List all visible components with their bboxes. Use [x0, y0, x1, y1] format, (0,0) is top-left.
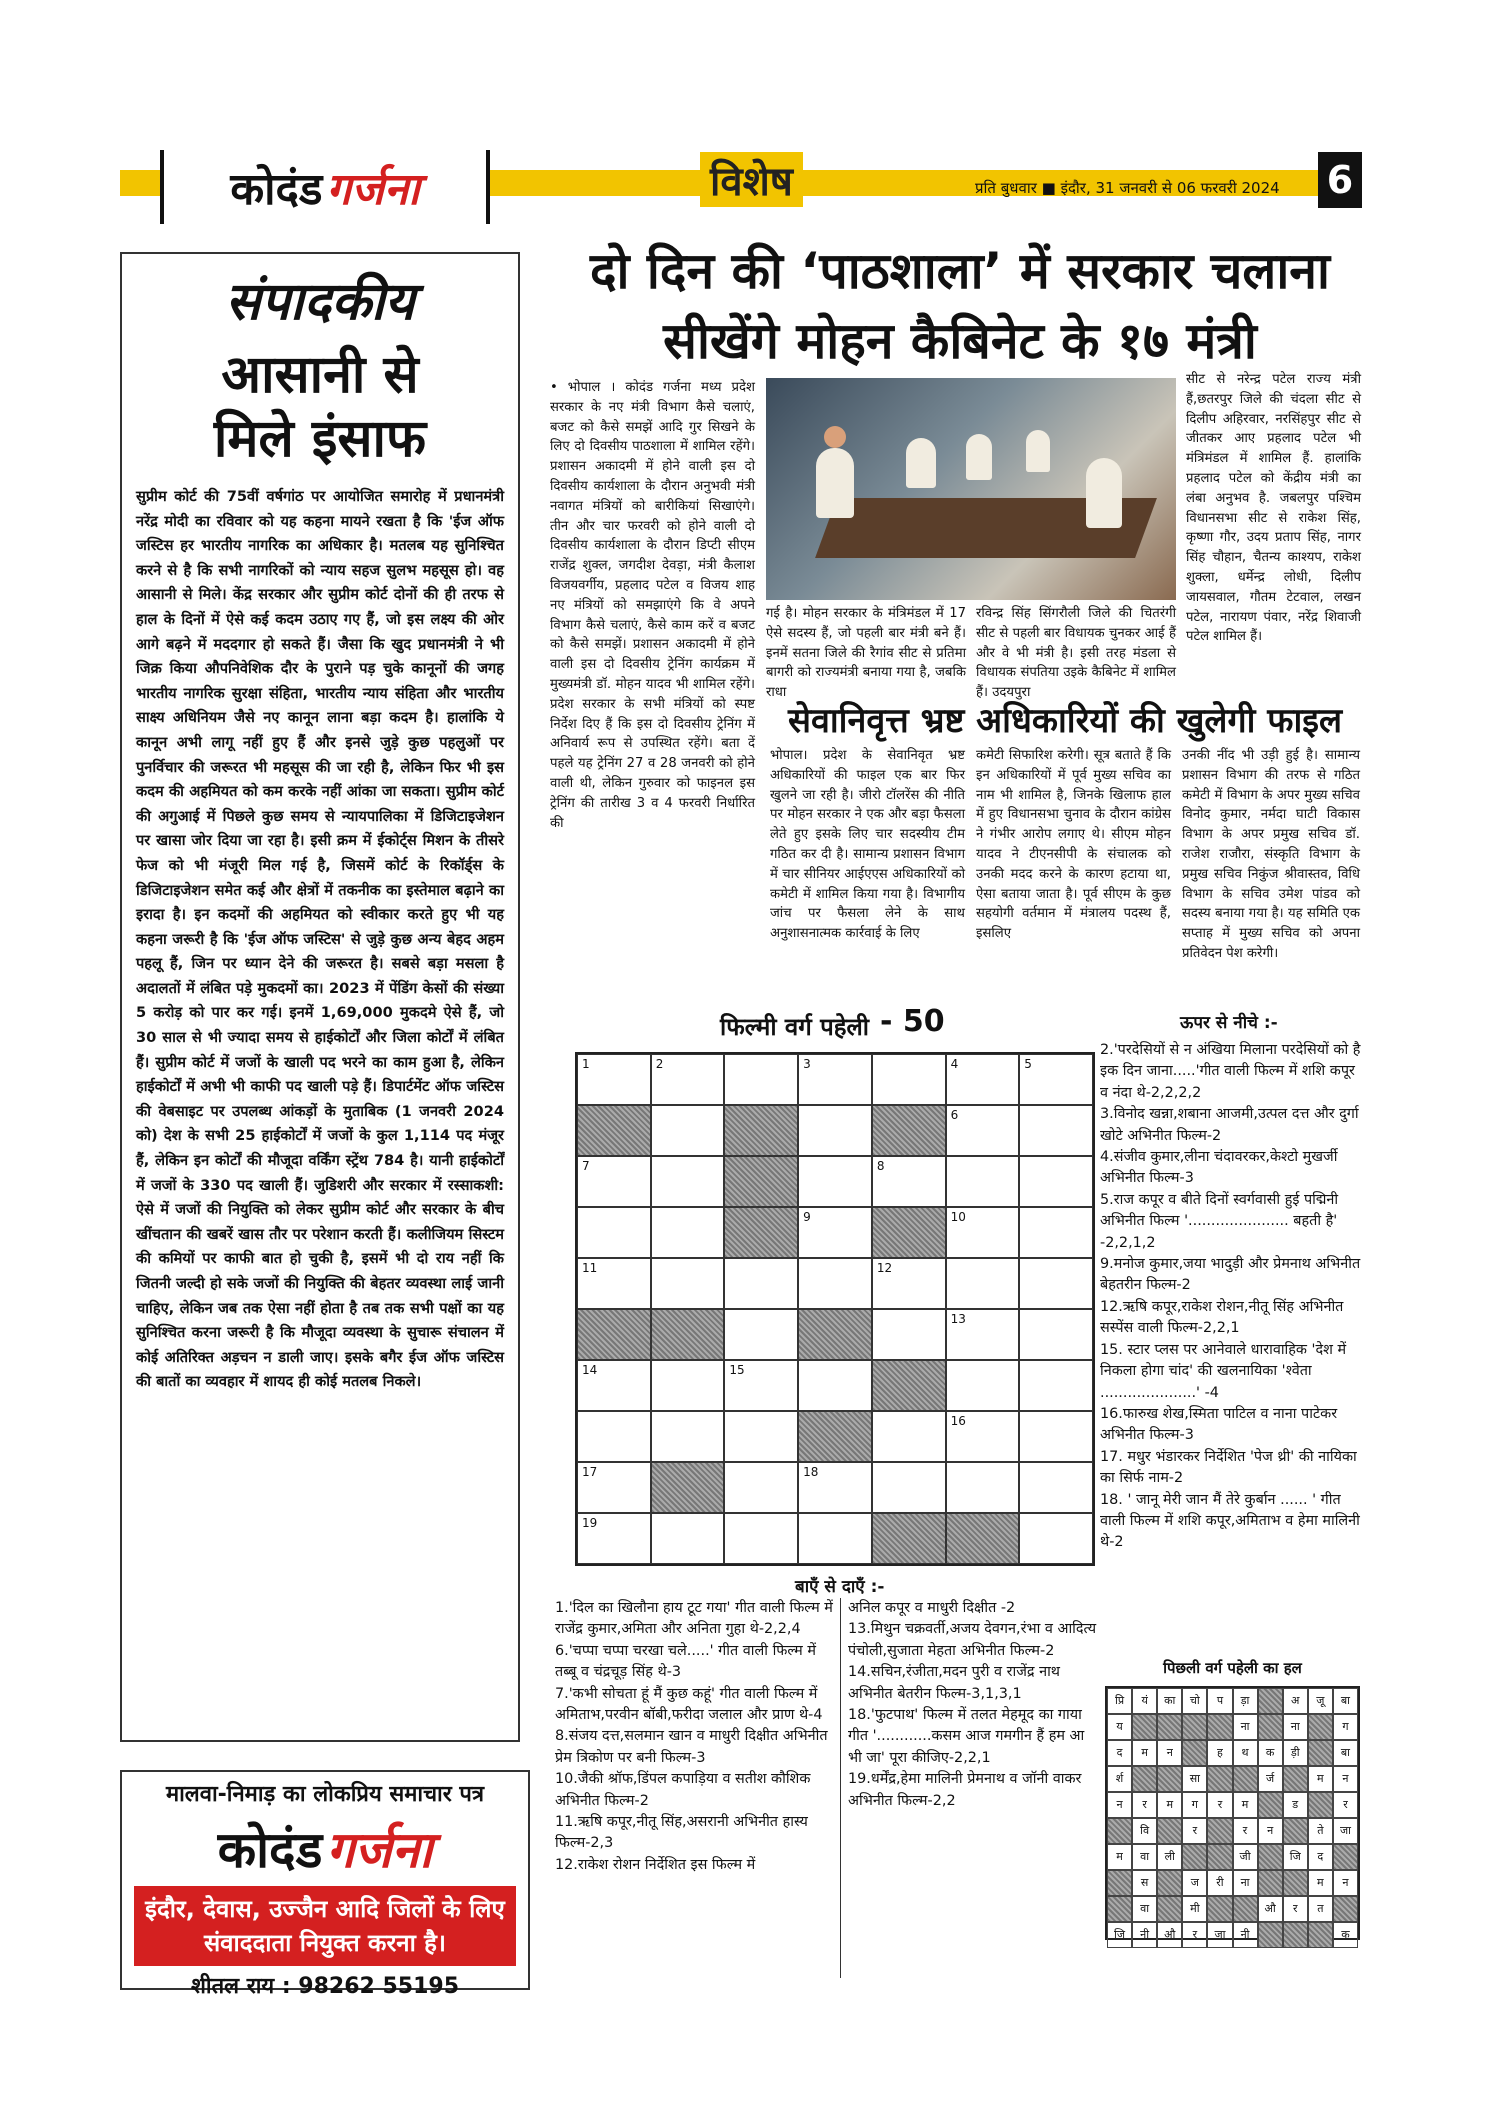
- clue-item: 12.ऋषि कपूर,राकेश रोशन,नीतू सिंह अभिनीत सस्पेंस वाली फिल्म-2,2,1: [1100, 1298, 1344, 1337]
- crossword-cell-number: 19: [582, 1516, 598, 1530]
- solution-cell: [1157, 1766, 1182, 1792]
- crossword-cell: [724, 1513, 798, 1564]
- crossword-cell: [724, 1360, 798, 1411]
- solution-cell: बा: [1333, 1740, 1358, 1766]
- article2-col3: उनकी नींद भी उड़ी हुई है। सामान्य प्रशासन विभाग की तरफ से गठित कमेटी में विभाग के अपर मुख्य सचिव विनोद कुमार, नर्मदा घाटी विकास विभाग के अपर प्रमुख सचिव डॉ. राजेश राजौरा, संस्कृति विभाग के प्रमुख सचिव निकुंज श्रीवास्तव, विधि विभाग के सचिव उमेश पांडव को सदस्य बनाया गया है। यह समिति एक सप्ताह में मुख्य सचिव को अपना प्रतिवेदन पेश करेगी।: [1182, 748, 1360, 961]
- crossword-cell-number: 18: [803, 1465, 819, 1479]
- solution-cell: म: [1107, 1844, 1132, 1870]
- clue-item: 9.मनोज कुमार,जया भादुड़ी और प्रेमनाथ अभिनीत बेहतरीन फिल्म-2: [1100, 1256, 1361, 1294]
- headline-line2: सीखेंगे मोहन कैबिनेट के १७ मंत्री: [663, 312, 1257, 370]
- solution-cell: ग: [1333, 1714, 1358, 1740]
- crossword-cell: [577, 1360, 651, 1411]
- solution-cell: न: [1333, 1870, 1358, 1896]
- solution-cell: जू: [1308, 1688, 1333, 1714]
- clue-item: 17. मधुर भंडारकर निर्देशित 'पेज थ्री' की नायिका का सिर्फ नाम-2: [1100, 1448, 1357, 1487]
- crossword-cell: [946, 1207, 1020, 1258]
- across-heading: बाएँ से दाएँ :-: [795, 1577, 885, 1597]
- crossword-number: - 50: [880, 1004, 945, 1039]
- solution-cell: र: [1182, 1818, 1207, 1844]
- crossword-cell: [1019, 1105, 1093, 1156]
- solution-cell: ना: [1283, 1714, 1308, 1740]
- solution-cell: [1258, 1870, 1283, 1896]
- solution-cell: द: [1308, 1844, 1333, 1870]
- logo-black-text: कोदंड: [230, 164, 323, 215]
- across-clues-col1: [555, 1598, 833, 1876]
- solution-cell: [1157, 1870, 1182, 1896]
- headline-line1: दो दिन की ‘पाठशाला’ में सरकार चलाना: [590, 242, 1330, 300]
- crossword-cell: [577, 1462, 651, 1513]
- crossword-cell-number: 2: [655, 1057, 664, 1071]
- crossword-cell: [946, 1054, 1020, 1105]
- crossword-cell: [798, 1258, 872, 1309]
- solution-cell: ड: [1283, 1792, 1308, 1818]
- article2-headline: सेवानिवृत्त भ्रष्ट अधिकारियों की खुलेगी फाइल: [787, 701, 1343, 741]
- crossword-title: फिल्मी वर्ग पहेली: [720, 1013, 869, 1041]
- solution-cell: [1308, 1714, 1333, 1740]
- crossword-cell: [651, 1411, 725, 1462]
- ad-message: इंदौर, देवास, उज्जैन आदि जिलों के लिए संवाददाता नियुक्त करना है।: [134, 1886, 516, 1966]
- masthead-logo: [160, 150, 490, 224]
- solution-cell: [1283, 1818, 1308, 1844]
- clue-divider: [840, 1598, 841, 1978]
- solution-cell: न: [1157, 1740, 1182, 1766]
- solution-cell: [1207, 1896, 1232, 1922]
- solution-cell: ग: [1182, 1792, 1207, 1818]
- clue-item: 10.जैकी श्रॉफ,डिंपल कपाड़िया व सतीश कौशिक अभिनीत फिल्म-2: [555, 1771, 811, 1809]
- clue-item: 7.'कभी सोचता हूं मैं कुछ कहूं' गीत वाली फिल्म में अमिताभ,परवीन बॉबी,फरीदा जलाल और प्राण थे-4: [555, 1685, 823, 1724]
- crossword-cell: [577, 1207, 651, 1258]
- solution-cell: ड़ी: [1283, 1740, 1308, 1766]
- crossword-cell: [724, 1105, 798, 1156]
- article1-col2: गई है। मोहन सरकार के मंत्रिमंडल में 17 ऐसे सदस्य हैं, जो पहली बार मंत्री बने हैं। इनमें सतना जिले की रैगांव सीट से प्रतिमा बागरी को राज्यमंत्री बनाया गया है, जबकि राधा: [766, 606, 966, 701]
- crossword-cell: [577, 1309, 651, 1360]
- crossword-cell: [1019, 1054, 1093, 1105]
- page-number: 6: [1318, 152, 1362, 208]
- crossword-cell-number: 17: [582, 1465, 598, 1479]
- crossword-cell: [724, 1258, 798, 1309]
- solution-cell: र्ज: [1258, 1766, 1283, 1792]
- editorial-title: [136, 343, 504, 471]
- solution-cell: बा: [1333, 1688, 1358, 1714]
- crossword-cell: [1019, 1207, 1093, 1258]
- crossword-cell: [1019, 1411, 1093, 1462]
- clue-item: 13.मिथुन चक्रवर्ती,अजय देवगन,रंभा व आदित्य पंचोली,सुजाता मेहता अभिनीत फिल्म-2: [848, 1621, 1097, 1659]
- main-headline: [560, 236, 1360, 376]
- crossword-cell-number: 5: [1024, 1057, 1032, 1071]
- solution-grid: [1105, 1686, 1360, 1940]
- article1-col4: सीट से नरेन्द्र पटेल राज्य मंत्री हैं,छतरपुर जिले की चंदला सीट से दिलीप अहिरवार, नरसिंहपुर सीट से जीतकर आए प्रहलाद पटेल भी मंत्रिमंडल में शामिल हैं. हालांकि प्रहलाद पटेल को केंद्रीय मंत्री का लंबा अनुभव है. जबलपुर पश्चिम विधानसभा सीट से राकेश सिंह, कृष्णा गौर, उदय प्रताप सिंह, नागर सिंह चौहान, चैतन्य काश्यप, राकेश शुक्ला, धर्मेन्द्र लोधी, दिलीप जायसवाल, गौतम टेटवाल, लखन पटेल, नारायण पंवार, नरेंद्र शिवाजी पटेल शामिल हैं।: [1186, 372, 1361, 645]
- crossword-cell: [872, 1309, 946, 1360]
- crossword-cell: [724, 1054, 798, 1105]
- photo-person: [906, 438, 936, 488]
- article2-col1: भोपाल। प्रदेश के सेवानिवृत भ्रष्ट अधिकारियों की फाइल एक बार फिर खुलने जा रही है। जीरो टॉलरेंस की नीति पर मोहन सरकार ने एक और बड़ा फैसला लेते हुए इसके लिए चार सदस्यीय टीम गठित कर दी है। सामान्य प्रशासन विभाग में चार सीनियर आईएएस अधिकारियों को कमेटी में शामिल किया गया है। विभागीय जांच पर फैसला लेने के साथ अनुशासनात्मक कार्रवाई के लिए: [770, 748, 965, 942]
- solution-cell: यं: [1132, 1688, 1157, 1714]
- solution-cell: [1308, 1792, 1333, 1818]
- cabinet-photo: [766, 378, 1176, 600]
- clue-item: 16.फारुख शेख,स्मिता पाटिल व नाना पाटेकर अभिनीत फिल्म-3: [1100, 1405, 1338, 1444]
- crossword-cell: [798, 1309, 872, 1360]
- crossword-cell: [577, 1258, 651, 1309]
- crossword-cell: [1019, 1513, 1093, 1564]
- solution-cell: [1308, 1740, 1333, 1766]
- clue-item: 5.राज कपूर व बीते दिनों स्वर्गवासी हुई पद्मिनी अभिनीत फिल्म '...................... बहती है' -2,2,1,2: [1100, 1191, 1339, 1251]
- solution-cell: [1283, 1766, 1308, 1792]
- solution-cell: नी: [1233, 1922, 1258, 1948]
- ad-logo: [122, 1814, 528, 1882]
- solution-cell: [1107, 1896, 1132, 1922]
- solution-cell: [1233, 1766, 1258, 1792]
- solution-cell: प: [1207, 1688, 1232, 1714]
- solution-cell: वा: [1132, 1844, 1157, 1870]
- section-tag: विशेष: [700, 152, 803, 207]
- solution-cell: जा: [1333, 1818, 1358, 1844]
- solution-cell: [1182, 1714, 1207, 1740]
- solution-cell: र: [1182, 1922, 1207, 1948]
- solution-cell: री: [1207, 1870, 1232, 1896]
- crossword-cell: [1019, 1462, 1093, 1513]
- crossword-cell: [798, 1054, 872, 1105]
- solution-cell: [1107, 1818, 1132, 1844]
- crossword-cell-number: 12: [876, 1261, 893, 1275]
- clue-item: 14.सचिन,रंजीता,मदन पुरी व राजेंद्र नाथ अभिनीत बेतरीन फिल्म-3,1,3,1: [848, 1664, 1060, 1702]
- article1-col3: रविन्द्र सिंह सिंगरौली जिले की चितरंगी सीट से पहली बार विधायक चुनकर आई हैं और वे भी मंत्री है। इसी तरह मंडला से विधायक संपतिया उइके कैबिनेट में शामिल हैं। उदयपुरा: [976, 606, 1176, 701]
- solution-cell: र: [1132, 1792, 1157, 1818]
- solution-cell: [1258, 1844, 1283, 1870]
- edition-info: प्रति बुधवार ■ इंदौर, 31 जनवरी से 06 फरवरी 2024: [975, 179, 1280, 197]
- crossword-cell-number: 1: [582, 1057, 590, 1071]
- solution-cell: न: [1107, 1792, 1132, 1818]
- ad-contact: शीतल राय : 98262 55195: [190, 1974, 460, 1999]
- crossword-cell: [577, 1411, 651, 1462]
- crossword-cell-number: 4: [950, 1057, 959, 1071]
- logo-red-text: गर्जना: [326, 164, 420, 215]
- editorial-title-line1: आसानी से: [221, 345, 419, 405]
- crossword-cell: [651, 1207, 725, 1258]
- crossword-cell: [651, 1258, 725, 1309]
- article2-col2: कमेटी सिफारिश करेगी। सूत्र बताते हैं कि इन अधिकारियों में पूर्व मुख्य सचिव का नाम भी शामिल है, जिनके खिलाफ हाल में हुए विधानसभा चुनाव के दौरान कांग्रेस ने गंभीर आरोप लगाए थे। सीएम मोहन यादव ने टीएनसीपी के संचालक को उनकी मदद करने के कारण हटाया था, ऐसा बताया जाता है। पूर्व सीएम के कुछ सहयोगी वर्तमान में मंत्रालय पदस्थ हैं, इसलिए: [976, 748, 1171, 942]
- solution-cell: [1107, 1870, 1132, 1896]
- clue-item: 18. ' जानू मेरी जान मैं तेरे कुर्बान ...... ' गीत वाली फिल्म में शशि कपूर,अमिताभ व हेमा मालिनी थे-2: [1100, 1491, 1360, 1551]
- clue-item: 1.'दिल का खिलौना हाय टूट गया' गीत वाली फिल्म में राजेंद्र कुमार,अमिता और अनिता गुहा थे-2,2,4: [555, 1600, 833, 1638]
- crossword-cell: [651, 1105, 725, 1156]
- crossword-cell: [798, 1360, 872, 1411]
- solution-cell: क: [1333, 1922, 1358, 1948]
- clue-item: 12.राकेश रोशन निर्देशित इस फिल्म में: [555, 1856, 756, 1873]
- solution-cell: [1283, 1922, 1308, 1948]
- solution-cell: द: [1107, 1740, 1132, 1766]
- editorial-box: [120, 252, 520, 1742]
- crossword-cell: [651, 1462, 725, 1513]
- crossword-cell: [1019, 1360, 1093, 1411]
- solution-cell: [1258, 1792, 1283, 1818]
- crossword-cell-number: 7: [582, 1159, 590, 1173]
- clue-item: 8.संजय दत्त,सलमान खान व माधुरी दिक्षीत अभिनीत प्रेम त्रिकोण पर बनी फिल्म-3: [555, 1728, 828, 1766]
- solution-cell: म: [1157, 1792, 1182, 1818]
- crossword-cell: [946, 1360, 1020, 1411]
- photo-person: [1026, 430, 1050, 472]
- crossword-cell: [577, 1156, 651, 1207]
- solution-cell: [1207, 1818, 1232, 1844]
- solution-cell: प्रि: [1107, 1688, 1132, 1714]
- crossword-cell: [651, 1513, 725, 1564]
- crossword-cell-number: 15: [729, 1363, 745, 1377]
- editorial-title-line2: मिले इंसाफ: [213, 409, 427, 469]
- crossword-cell: [872, 1105, 946, 1156]
- solution-cell: औ: [1258, 1896, 1283, 1922]
- crossword-cell: [946, 1462, 1020, 1513]
- solution-cell: [1157, 1818, 1182, 1844]
- solution-cell: ज: [1182, 1870, 1207, 1896]
- crossword-cell-number: 3: [803, 1057, 811, 1071]
- crossword-cell: [798, 1513, 872, 1564]
- crossword-cell: [946, 1258, 1020, 1309]
- solution-cell: न: [1258, 1818, 1283, 1844]
- crossword-cell: [724, 1411, 798, 1462]
- crossword-cell: [724, 1309, 798, 1360]
- solution-cell: थ: [1233, 1740, 1258, 1766]
- crossword-cell: [946, 1309, 1020, 1360]
- solution-cell: नी: [1132, 1922, 1157, 1948]
- solution-cell: जा: [1207, 1922, 1232, 1948]
- crossword-cell: [872, 1462, 946, 1513]
- solution-cell: [1283, 1870, 1308, 1896]
- editorial-label: संपादकीय: [225, 271, 415, 332]
- article1-col1: • भोपाल । कोदंड गर्जना मध्य प्रदेश सरकार के नए मंत्री विभाग कैसे चलाएं, बजट को कैसे समझें आदि गुर सिखने के लिए दो दिवसीय पाठशाला में शामिल रहेंगे। प्रशासन अकादमी में होने वाली इस दो दिवसीय कार्यशाला के दौरान अनुभवी मंत्री नवागत मंत्रियों को बारीकियां सिखाएंगे। तीन और चार फरवरी को होने वाली दो दिवसीय कार्यशाला के दौरान डिप्टी सीएम राजेंद्र शुक्ल, जगदीश देवड़ा, मंत्री कैलाश विजयवर्गीय, प्रहलाद पटेल व विजय शाह नए मंत्रियों को समझाएंगे कि वे अपने विभाग कैसे चलाएं, कैसे काम करें व बजट को कैसे समझें। प्रशासन अकादमी में होने वाली इस दो दिवसीय ट्रेनिंग कार्यक्रम में मुख्यमंत्री डॉ. मोहन यादव भी शामिल रहेंगे। प्रदेश सरकार के सभी मंत्रियों को स्पष्ट निर्देश दिए हैं कि इस दो दिवसीय ट्रेनिंग में अनिवार्य रूप से उपस्थित रहेंगे। बता दें पहले यह ट्रेनिंग 27 व 28 जनवरी को होने वाली थी, लेकिन गुरुवार को फाइनल इस ट्रेनिंग की तारीख 3 व 4 फरवरी निर्धारित की: [550, 380, 755, 831]
- solution-cell: [1333, 1844, 1358, 1870]
- solution-cell: र: [1207, 1792, 1232, 1818]
- solution-cell: [1157, 1714, 1182, 1740]
- crossword-cell: [724, 1207, 798, 1258]
- crossword-cell: [872, 1156, 946, 1207]
- solution-cell: का: [1157, 1688, 1182, 1714]
- crossword-cell: [577, 1513, 651, 1564]
- solution-cell: [1157, 1896, 1182, 1922]
- solution-cell: जि: [1283, 1844, 1308, 1870]
- solution-cell: चो: [1182, 1688, 1207, 1714]
- clue-item: 11.ऋषि कपूर,नीतू सिंह,असरानी अभिनीत हास्य फिल्म-2,3: [555, 1814, 808, 1852]
- solution-cell: र्श: [1107, 1766, 1132, 1792]
- solution-cell: म: [1308, 1870, 1333, 1896]
- solution-cell: [1258, 1688, 1283, 1714]
- solution-cell: [1333, 1896, 1358, 1922]
- crossword-cell: [872, 1258, 946, 1309]
- crossword-cell: [798, 1105, 872, 1156]
- solution-cell: म: [1233, 1792, 1258, 1818]
- recruitment-ad: [120, 1770, 530, 1999]
- editorial-body: सुप्रीम कोर्ट की 75वीं वर्षगांठ पर आयोजित समारोह में प्रधानमंत्री नरेंद्र मोदी का रविवार को यह कहना मायने रखता है कि 'ईज ऑफ जस्टिस हर भारतीय नागरिक का अधिकार है। मतलब यह सुनिश्चित करने से है कि सभी नागरिकों को न्याय सहज सुलभ महसूस हो। वह आसानी से मिले। केंद्र सरकार और सुप्रीम कोर्ट दोनों की ही तरफ से हाल के दिनों में ऐसे कई कदम उठाए गए हैं, जो इस लक्ष्य की ओर आगे बढ़ने में मददगार हो सकते हैं। जैसा कि खुद प्रधानमंत्री ने भी जिक्र किया औपनिवेशिक दौर के पुराने पड़ चुके कानूनों की जगह भारतीय नागरिक सुरक्षा संहिता, भारतीय न्याय संहिता और भारतीय साक्ष्य अधिनियम जैसे नए कानून लाना बड़ा कदम है। हालांकि ये कानून अभी लागू नहीं हुए हैं और इनसे जुड़े कुछ पहलुओं पर पुनर्विचार की जरूरत भी महसूस की जा रही है, लेकिन फिर भी इस कदम की अहमियत को कम करके नहीं आंका जा सकता। सुप्रीम कोर्ट की अगुआई में पिछले कुछ समय से न्यायपालिका में डिजिटाइजेशन पर खासा जोर दिया जा रहा है। इसी क्रम में ईकोर्ट्स मिशन के तीसरे फेज को भी मंजूरी मिल गई है, जिसमें कोर्ट के रिकॉर्ड्स के डिजिटाइजेशन समेत कई और क्षेत्रों में तकनीक का इस्तेमाल बढ़ाने का इरादा है। इन कदमों की अहमियत को स्वीकार करते हुए भी यह कहना जरूरी है कि 'ईज ऑफ जस्टिस' से जुड़े कुछ अन्य बेहद अहम पहलू हैं, जिन पर ध्यान देने की जरूरत है। सबसे बड़ा मसला है अदालतों में लंबित पड़े मुकदमों का। 2023 में पेंडिंग केसों की संख्या 5 करोड़ को पार कर गई। इनमें 1,69,000 मुकदमे ऐसे हैं, जो 30 साल से भी ज्यादा समय से हाईकोर्टों और जिला कोर्टों में लंबित हैं। सुप्रीम कोर्ट में जजों के खाली पद भरने का काम हुआ है, लेकिन हाईकोर्टों में अभी भी काफी पद खाली पड़े हैं। डिपार्टमेंट ऑफ जस्टिस की वेबसाइट पर उपलब्ध आंकड़ों के मुताबिक (1 जनवरी 2024 को) देश के सभी 25 हाईकोर्टों में जजों के कुल 1,114 पद मंजूर हैं, लेकिन इन कोर्टों की मौजूदा वर्किंग स्ट्रेंथ 784 है। यानी हाईकोर्टों में जजों के 330 पद खाली हैं। जुडिशरी और सरकार में रस्साकशी: ऐसे में जजों की नियुक्ति को लेकर सुप्रीम कोर्ट और सरकार के बीच खींचतान की खबरें खास तौर पर परेशान करती हैं। कलीजियम सिस्टम की कमियों पर काफी बात हो चुकी है, इसमें भी दो राय नहीं कि जितनी जल्दी हो सके जजों की नियुक्ति की बेहतर व्यवस्था लाई जानी चाहिए, लेकिन जब तक ऐसा नहीं होता है तब तक सभी पक्षों का यह सुनिश्चित करना जरूरी है कि मौजूदा व्यवस्था के सुचारू संचालन में कोई अतिरिक्त अड़चन न डाली जाए। इसके बगैर ईज ऑफ जस्टिस की बातों का व्यवहार में शायद ही कोई मतलब निकले।: [136, 488, 504, 1391]
- solution-cell: [1308, 1922, 1333, 1948]
- clue-item: 6.'चप्पा चप्पा चरखा चले.....' गीत वाली फिल्म में तब्बू व चंद्रचूड़ सिंह थे-3: [555, 1642, 816, 1681]
- solution-cell: जी: [1233, 1844, 1258, 1870]
- crossword-cell: [798, 1462, 872, 1513]
- solution-cell: ड़ा: [1233, 1688, 1258, 1714]
- clue-item: 18.'फुटपाथ' फिल्म में तलत मेहमूद का गाया गीत '............कसम आज गमगीन हैं हम आ भी जा' पूरा कीजिए-2,2,1: [848, 1707, 1085, 1766]
- clue-item: 4.संजीव कुमार,लीना चंदावरकर,केश्टो मुखर्जी अभिनीत फिल्म-3: [1100, 1149, 1338, 1187]
- solution-cell: [1258, 1922, 1283, 1948]
- solution-cell: वा: [1132, 1896, 1157, 1922]
- crossword-cell: [724, 1462, 798, 1513]
- solution-cell: [1182, 1740, 1207, 1766]
- photo-person-head: [824, 426, 846, 448]
- solution-cell: [1233, 1896, 1258, 1922]
- crossword-cell-number: 14: [582, 1363, 598, 1377]
- clue-item: 15. स्टार प्लस पर आनेवाले धारावाहिक 'देश में निकला होगा चांद' की खलनायिका 'श्वेता .....................' -4: [1100, 1341, 1347, 1401]
- crossword-cell: [1019, 1258, 1093, 1309]
- crossword-cell-number: 9: [803, 1210, 811, 1224]
- crossword-cell: [1019, 1156, 1093, 1207]
- down-clues: [1100, 1040, 1362, 1554]
- clue-item: 3.विनोद खन्ना,शबाना आजमी,उत्पल दत्त और दुर्गा खोटे अभिनीत फिल्म-2: [1100, 1106, 1359, 1144]
- crossword-cell: [724, 1156, 798, 1207]
- crossword-cell: [798, 1207, 872, 1258]
- solution-cell: र: [1233, 1818, 1258, 1844]
- solution-cell: [1207, 1844, 1232, 1870]
- crossword-cell-number: 11: [582, 1261, 598, 1275]
- crossword-grid: [575, 1052, 1095, 1566]
- solution-cell: म: [1308, 1766, 1333, 1792]
- across-clues-col2: [848, 1598, 1098, 1812]
- solution-cell: य: [1107, 1714, 1132, 1740]
- solution-cell: [1207, 1714, 1232, 1740]
- crossword-cell: [577, 1105, 651, 1156]
- crossword-cell: [946, 1105, 1020, 1156]
- crossword-cell-number: 6: [950, 1108, 959, 1122]
- down-heading: ऊपर से नीचे :-: [1180, 1013, 1278, 1033]
- crossword-cell-number: 8: [876, 1159, 885, 1173]
- crossword-cell-number: 16: [950, 1414, 966, 1428]
- crossword-cell: [946, 1156, 1020, 1207]
- solution-cell: औ: [1157, 1922, 1182, 1948]
- solution-cell: म: [1132, 1740, 1157, 1766]
- photo-person: [816, 448, 854, 518]
- solution-cell: क: [1258, 1740, 1283, 1766]
- crossword-cell: [651, 1309, 725, 1360]
- solution-cell: वि: [1132, 1818, 1157, 1844]
- solution-title: पिछली वर्ग पहेली का हल: [1163, 1659, 1302, 1677]
- crossword-cell: [872, 1513, 946, 1564]
- crossword-cell: [651, 1156, 725, 1207]
- clue-item: 19.धर्मेंद्र,हेमा मालिनी प्रेमनाथ व जॉनी वाकर अभिनीत फिल्म-2,2: [848, 1771, 1082, 1809]
- solution-cell: त: [1308, 1896, 1333, 1922]
- crossword-cell: [577, 1054, 651, 1105]
- solution-cell: सा: [1182, 1766, 1207, 1792]
- crossword-cell: [872, 1360, 946, 1411]
- solution-cell: [1132, 1714, 1157, 1740]
- crossword-cell: [651, 1360, 725, 1411]
- crossword-cell: [872, 1207, 946, 1258]
- ad-tagline: मालवा-निमाड़ का लोकप्रिय समाचार पत्र: [165, 1782, 485, 1807]
- crossword-cell: [651, 1054, 725, 1105]
- crossword-cell: [872, 1411, 946, 1462]
- solution-cell: ह: [1207, 1740, 1232, 1766]
- crossword-cell-number: 13: [950, 1312, 966, 1326]
- solution-cell: र: [1283, 1896, 1308, 1922]
- solution-cell: ना: [1233, 1714, 1258, 1740]
- solution-cell: मी: [1182, 1896, 1207, 1922]
- crossword-cell: [798, 1156, 872, 1207]
- clue-item: 2.'परदेसियों से न अंखिया मिलाना परदेसियों को है इक दिन जाना.....'गीत वाली फिल्म में शशि कपूर व नंदा थे-2,2,2,2: [1100, 1042, 1361, 1101]
- solution-cell: अ: [1283, 1688, 1308, 1714]
- photo-person: [966, 434, 992, 480]
- solution-cell: [1132, 1766, 1157, 1792]
- crossword-cell: [1019, 1309, 1093, 1360]
- solution-cell: ली: [1157, 1844, 1182, 1870]
- solution-cell: [1258, 1714, 1283, 1740]
- solution-cell: ते: [1308, 1818, 1333, 1844]
- ad-logo-black: कोदंड: [217, 1821, 323, 1879]
- solution-cell: ना: [1233, 1870, 1258, 1896]
- crossword-cell: [872, 1054, 946, 1105]
- photo-person: [1086, 458, 1122, 528]
- crossword-cell-number: 10: [950, 1210, 966, 1224]
- solution-cell: [1182, 1844, 1207, 1870]
- crossword-cell: [946, 1513, 1020, 1564]
- solution-cell: स: [1132, 1870, 1157, 1896]
- crossword-cell: [798, 1411, 872, 1462]
- crossword-cell: [946, 1411, 1020, 1462]
- solution-cell: र: [1333, 1792, 1358, 1818]
- solution-cell: [1207, 1766, 1232, 1792]
- ad-logo-red: गर्जना: [326, 1821, 433, 1879]
- clue-item: अनिल कपूर व माधुरी दिक्षीत -2: [848, 1600, 1016, 1616]
- solution-cell: जि: [1107, 1922, 1132, 1948]
- solution-cell: न: [1333, 1766, 1358, 1792]
